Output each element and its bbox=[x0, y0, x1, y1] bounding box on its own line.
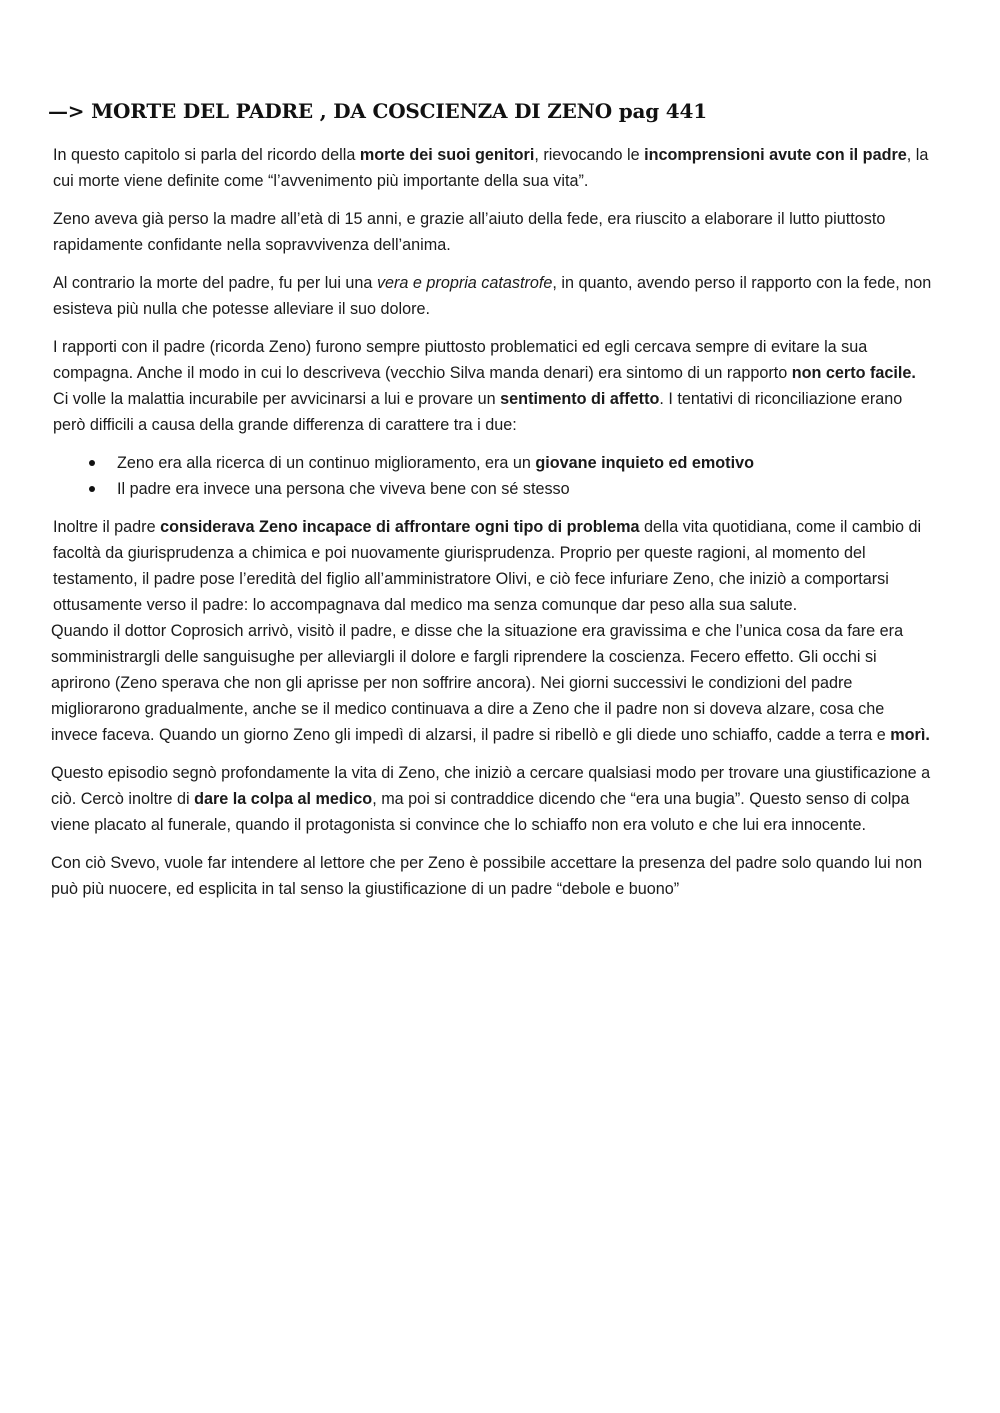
bold-text: giovane inquieto ed emotivo bbox=[535, 454, 754, 472]
bullet-list bbox=[53, 450, 933, 502]
text: In questo capitolo si parla del ricordo della bbox=[53, 146, 360, 164]
bold-text: dare la colpa al medico bbox=[194, 790, 373, 808]
document-body bbox=[53, 142, 933, 914]
bold-text: non certo facile. bbox=[791, 364, 916, 382]
paragraph-relationship bbox=[53, 334, 933, 438]
text: , ma poi si contraddice dicendo che “era una bugia”. Questo senso di colpa viene placato al funerale, quando il protagonista si convince che lo schiaffo non era voluto e che lui era innocente. bbox=[51, 790, 910, 834]
text: , in quanto, avendo perso il rapporto con la fede, non esisteva più nulla che potesse alleviare il suo dolore. bbox=[53, 274, 932, 318]
page-title: —> MORTE DEL PADRE , DA COSCIENZA DI ZENO pag 441 bbox=[48, 99, 707, 123]
text: Quando il dottor Coprosich arrivò, visitò il padre, e disse che la situazione era gravissima e che l’unica cosa da fare era somministrargli delle sanguisughe per alleviargli il dolore e fargli riprendere la coscienza. Fecero effetto. Gli occhi si aprirono (Zeno sperava che non gli aprisse per non soffrire ancora). Nei giorni successivi le condizioni del padre migliorarono gradualmente, anche se il medico continuava a dire a Zeno che il padre non si doveva alzare, cosa che invece faceva. Quando un giorno Zeno gli impedì di alzarsi, il padre si ribellò e gli diede uno schiaffo, cadde a terra e bbox=[51, 622, 904, 744]
paragraph-father-death bbox=[53, 270, 933, 322]
bold-text: incomprensioni avute con il padre bbox=[644, 146, 907, 164]
bullet-icon bbox=[89, 486, 95, 492]
paragraph-guilt bbox=[51, 760, 933, 838]
bold-text: morì. bbox=[890, 726, 930, 744]
text: Questo episodio segnò profondamente la vita di Zeno, che iniziò a cercare qualsiasi modo per trovare una giustificazione a ciò. Cercò inoltre di bbox=[51, 764, 931, 808]
text: Al contrario la morte del padre, fu per lui una bbox=[53, 274, 377, 292]
paragraph-intro bbox=[53, 142, 933, 194]
list-item bbox=[53, 450, 933, 476]
paragraph-incapable bbox=[53, 514, 933, 618]
text: della vita quotidiana, come il cambio di facoltà da giurisprudenza a chimica e poi nuovamente giurisprudenza. Proprio per queste ragioni, al momento del testamento, il padre pose l’eredità del figlio all’amministratore Olivi, e ciò fece infuriare Zeno, che iniziò a comportarsi ottusamente verso il padre: lo accompagnava dal medico ma senza comunque dar peso alla sua salute. bbox=[53, 518, 922, 614]
text: Zeno era alla ricerca di un continuo miglioramento, era un bbox=[117, 454, 536, 472]
paragraph-doctor bbox=[51, 618, 933, 748]
bold-text: morte dei suoi genitori bbox=[359, 146, 535, 164]
bold-text: sentimento di affetto bbox=[500, 390, 660, 408]
text: , la cui morte viene definite come “l’avvenimento più importante della sua vita”. bbox=[53, 146, 929, 190]
paragraph-conclusion: Con ciò Svevo, vuole far intendere al lettore che per Zeno è possibile accettare la presenza del padre solo quando lui non può più nuocere, ed esplicita in tal senso la giustificazione di un padre “debole e buono” bbox=[51, 854, 923, 898]
paragraph-mother: Zeno aveva già perso la madre all’età di 15 anni, e grazie all’aiuto della fede, era riuscito a elaborare il lutto piuttosto rapidamente confidante nella sopravvivenza dell’anima. bbox=[53, 210, 886, 254]
text: Ci volle la malattia incurabile per avvicinarsi a lui e provare un bbox=[53, 390, 501, 408]
text: , rievocando le bbox=[534, 146, 645, 164]
list-item bbox=[53, 476, 933, 502]
bold-text: considerava Zeno incapace di affrontare ogni tipo di problema bbox=[160, 518, 640, 536]
text: . I tentativi di riconciliazione erano però difficili a causa della grande differenza di carattere tra i due: bbox=[53, 390, 903, 434]
text: Inoltre il padre bbox=[53, 518, 161, 536]
text: I rapporti con il padre (ricorda Zeno) furono sempre piuttosto problematici ed egli cercava sempre di evitare la sua compagna. Anche il modo in cui lo descriveva (vecchio Silva manda denari) era sintomo di un rapporto bbox=[53, 338, 868, 382]
bullet-icon bbox=[89, 460, 95, 466]
text: Il padre era invece una persona che viveva bene con sé stesso bbox=[117, 480, 570, 498]
italic-text: vera e propria catastrofe bbox=[376, 274, 553, 292]
